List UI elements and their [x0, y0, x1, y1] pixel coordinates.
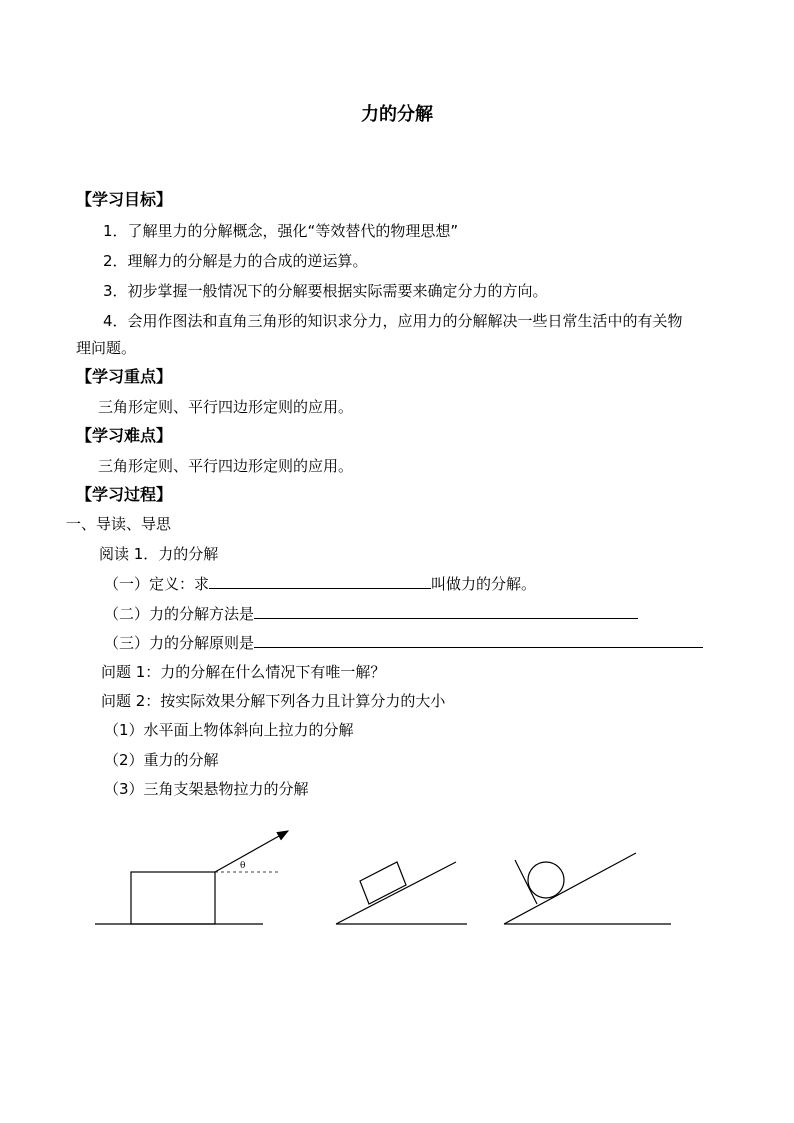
definition-suffix: 叫做力的分解。 [431, 575, 537, 593]
block [131, 872, 215, 924]
incline-slope-2 [504, 853, 636, 924]
difficult-points-heading: 【学习难点】 [76, 426, 173, 445]
reading-title: 阅读 1．力的分解 [99, 545, 219, 563]
process-heading: 【学习过程】 [76, 485, 173, 504]
definition-prefix: （一）定义：求 [104, 575, 210, 593]
objective-item-2: 2．理解力的分解是力的合成的逆运算。 [103, 252, 368, 270]
principle-label: （三）力的分解原则是 [104, 634, 255, 652]
objective-item-1: 1．了解里力的分解概念，强化“等效替代的物理思想” [103, 222, 459, 240]
sub-question-1: （1）水平面上物体斜向上拉力的分解 [104, 721, 354, 739]
sub-question-3: （3）三角支架悬物拉力的分解 [104, 780, 309, 798]
objectives-heading: 【学习目标】 [76, 190, 173, 209]
key-points-text: 三角形定则、平行四边形定则的应用。 [98, 398, 354, 416]
incline-slope [336, 862, 456, 924]
ball [528, 862, 564, 898]
angle-theta-label: θ [240, 861, 246, 871]
difficult-points-text: 三角形定则、平行四边形定则的应用。 [98, 457, 354, 475]
sub-question-2: （2）重力的分解 [104, 751, 219, 769]
objective-item-4: 4．会用作图法和直角三角形的知识求分力，应用力的分解解决一些日常生活中的有关物 [103, 312, 683, 330]
method-label: （二）力的分解方法是 [104, 605, 255, 623]
pull-force-arrow [215, 831, 288, 872]
objective-item-4-cont: 理问题。 [76, 339, 137, 357]
part1-heading: 一、导读、导思 [66, 515, 172, 533]
figure-ball-on-incline [504, 853, 671, 924]
page-title: 力的分解 [361, 104, 433, 125]
question-1: 问题 1：力的分解在什么情况下有唯一解？ [101, 663, 386, 681]
figure-block-on-incline [336, 862, 467, 924]
objective-item-3: 3．初步掌握一般情况下的分解要根据实际需要来确定分力的方向。 [103, 282, 548, 300]
key-points-heading: 【学习重点】 [76, 367, 173, 386]
question-2: 问题 2：按实际效果分解下列各力且计算分力的大小 [101, 692, 446, 710]
figure-block-pulled [95, 831, 288, 924]
incline-block [360, 862, 406, 904]
